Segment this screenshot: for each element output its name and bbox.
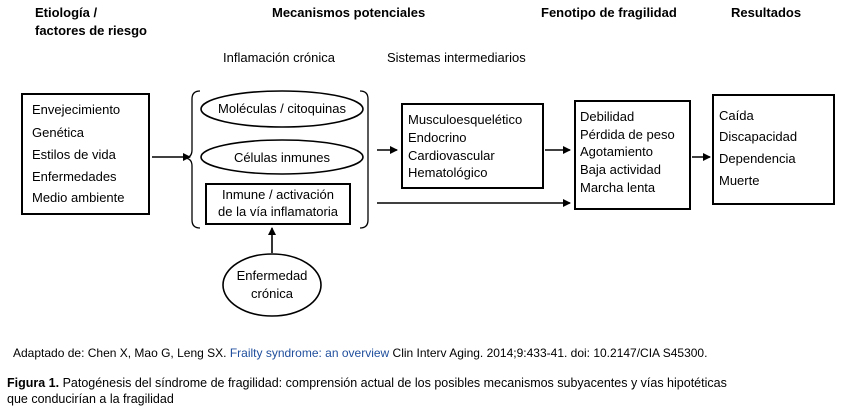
system-item: Cardiovascular: [408, 148, 495, 163]
mechanism-celulas: Células inmunes: [233, 150, 331, 165]
etiology-item: Genética: [32, 125, 85, 140]
phenotype-item: Debilidad: [580, 109, 635, 124]
outcome-item: Caída: [719, 108, 754, 123]
etiology-item: Estilos de vida: [32, 147, 116, 162]
left-brace: [184, 91, 200, 228]
subheader-sistemas: Sistemas intermediarios: [387, 50, 526, 65]
system-item: Endocrino: [408, 130, 467, 145]
phenotype-item: Pérdida de peso: [580, 127, 675, 142]
caption-line2: que conducirían a la fragilidad: [7, 392, 174, 406]
caption-label: Figura 1.: [7, 376, 60, 390]
outcome-item: Discapacidad: [719, 129, 798, 144]
subheader-inflamacion: Inflamación crónica: [223, 50, 335, 65]
citation-suffix: Clin Interv Aging. 2014;9:433-41. doi: 10.2147/CIA S45300.: [389, 346, 708, 360]
citation: [13, 346, 707, 360]
inmune-line2: de la vía inflamatoria: [218, 204, 338, 219]
enfermedad-line2: crónica: [251, 286, 293, 301]
header-mecanismos: Mecanismos potenciales: [272, 5, 426, 20]
phenotype-item: Marcha lenta: [580, 180, 656, 195]
caption-line1: Patogénesis del síndrome de fragilidad: comprensión actual de los posibles mecanismos subyacentes y vías hipotéticas: [59, 376, 727, 390]
header-etiologia-line2: factores de riesgo: [35, 23, 147, 38]
system-item: Hematológico: [408, 165, 488, 180]
etiology-item: Enfermedades: [32, 169, 117, 184]
citation-prefix: Adaptado de: Chen X, Mao G, Leng SX.: [13, 346, 230, 360]
header-etiologia-line1: Etiología /: [35, 5, 98, 20]
outcome-item: Dependencia: [719, 151, 796, 166]
ellipse-enfermedad: [223, 254, 321, 316]
header-resultados: Resultados: [731, 5, 802, 20]
outcome-item: Muerte: [719, 173, 760, 188]
phenotype-item: Agotamiento: [580, 144, 653, 159]
etiology-item: Medio ambiente: [32, 190, 125, 205]
figure-caption: [7, 375, 727, 391]
phenotype-item: Baja actividad: [580, 162, 661, 177]
inmune-line1: Inmune / activación: [221, 187, 334, 202]
citation-link[interactable]: Frailty syndrome: an overview: [229, 346, 390, 360]
header-fenotipo: Fenotipo de fragilidad: [541, 5, 677, 20]
mechanism-moleculas: Moléculas / citoquinas: [218, 101, 346, 116]
etiology-item: Envejecimiento: [32, 102, 121, 117]
system-item: Musculoesquelético: [408, 112, 523, 127]
enfermedad-line1: Enfermedad: [236, 268, 308, 283]
